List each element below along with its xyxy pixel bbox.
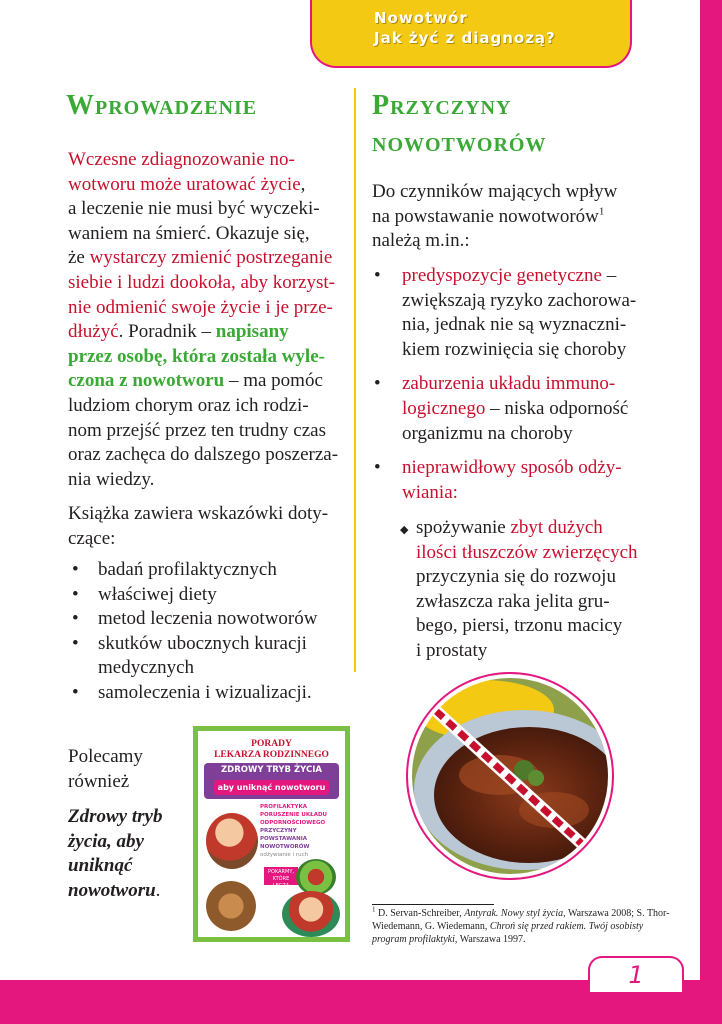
heading-introduction: Wprowadzenie [66, 90, 258, 121]
text-line [416, 541, 672, 566]
text-segment: spożywanie [416, 517, 511, 538]
text-line [68, 197, 353, 222]
cause-item [372, 456, 672, 505]
book-photo-spices [206, 881, 256, 931]
book-cover[interactable] [193, 726, 350, 942]
text-segment: – [601, 265, 617, 286]
footnote-rule [372, 904, 494, 905]
text-line [416, 639, 672, 664]
footnote-ref: 1 [598, 205, 605, 218]
recommend-text [68, 745, 188, 794]
text-line [68, 830, 188, 855]
cause-item [372, 372, 672, 446]
text-segment: logicznego [402, 397, 486, 419]
causes-list [372, 264, 672, 515]
text-segment: napisany [215, 321, 289, 343]
footnote-part: , Warszawa 2008; S. Thor-Wiedemann, G. Wiedemann, [372, 908, 670, 932]
book-photo-vegetables [296, 859, 336, 895]
text-line [402, 313, 672, 338]
text-line [68, 246, 353, 271]
text-line [68, 805, 188, 830]
text-line [68, 296, 353, 321]
text-segment: a leczenie nie musi być wyczeki- [68, 198, 320, 220]
text-line [416, 614, 672, 639]
text-segment: kiem rozwinięcia się choroby [402, 338, 627, 360]
text-line [402, 397, 672, 422]
footnote-part: D. Servan-Schreiber, [378, 908, 465, 919]
text-line [402, 422, 672, 447]
text-line [402, 338, 672, 363]
topics-list [68, 558, 353, 706]
text-segment: wystarczy zmienić postrzeganie [89, 247, 333, 269]
book-tag: PORUSZENIE UKŁADU ODPORNOŚCIOWEGO [260, 812, 327, 826]
list-item: • metod leczenia nowotworów [68, 607, 353, 632]
book-title-line-1: ZDROWY TRYB ŻYCIA [221, 765, 322, 775]
text-line [416, 516, 672, 541]
text-segment: wiania: [402, 481, 458, 503]
book-intro-text [68, 502, 353, 551]
text-line [68, 394, 353, 419]
text-segment: oraz zachęca do dalszego poszerza- [68, 444, 339, 466]
text-line: Polecamy [68, 746, 143, 767]
text-segment: , [300, 173, 306, 195]
book-photo-exercise [282, 891, 340, 937]
text-line [68, 468, 353, 493]
text-segment: przyczynia się do rozwoju [416, 566, 616, 588]
text-segment: zaburzenia układu immuno- [402, 373, 616, 395]
text-segment: przez osobę, która została wyle- [68, 345, 325, 367]
list-item: • skutków ubocznych kuracji medycznych [68, 632, 353, 681]
book-title-text: nowotworu [68, 879, 156, 901]
text-line [416, 590, 672, 615]
book-series-line-1: PORADY [251, 739, 292, 749]
page-number: 1 [588, 956, 684, 992]
right-edge-bar [700, 0, 722, 1024]
list-item: • badań profilaktycznych [68, 558, 353, 583]
chapter-header [310, 0, 632, 68]
footnote [372, 907, 672, 946]
book-tag: PROFILAKTYKA [260, 804, 308, 810]
text-segment: zwiększają ryzyko zachorowa- [402, 289, 637, 311]
text-segment: i prostaty [416, 639, 488, 661]
text-segment: nom przejść przez ten trudny czas [68, 419, 326, 441]
cause-item [372, 264, 672, 362]
text-line [68, 320, 353, 345]
text-line [68, 419, 353, 444]
book-photo-woman [206, 813, 258, 869]
book-title-text: Zdrowy tryb [68, 806, 163, 827]
causes-intro-line: należą m.in.: [372, 230, 470, 252]
causes-intro-line [372, 205, 672, 230]
book-small-text: odżywianie i ruch [260, 852, 309, 858]
intro-paragraph [68, 148, 353, 492]
footnote-part: Antyrak. Nowy styl życia [464, 908, 564, 919]
text-segment: nia, jednak nie są wyznaczni- [402, 314, 627, 336]
text-segment: zwłaszcza raka jelita gru- [416, 590, 610, 612]
text-line [402, 264, 672, 289]
text-segment: nie odmienić swoje życie i je prze- [68, 296, 333, 318]
causes-intro-line: Do czynników mających wpływ [372, 181, 618, 202]
heading-causes-line-2: nowotworów [372, 127, 547, 158]
book-title-end: . [155, 879, 161, 901]
text-segment: – ma pomóc [224, 370, 323, 392]
list-item: • samoleczenia i wizualizacji. [68, 681, 353, 706]
column-divider [354, 88, 356, 672]
list-item: • właściwej diety [68, 583, 353, 608]
text-segment: dłużyć [68, 321, 119, 343]
text-segment: organizmu na choroby [402, 422, 573, 444]
text-segment: ludziom chorym oraz ich rodzi- [68, 394, 309, 416]
footnote-number: 1 [372, 905, 376, 914]
heading-causes-line-1: Przyczyny [372, 90, 512, 121]
text-line [68, 854, 188, 879]
text-line [402, 456, 672, 481]
text-segment: – niska odporność [485, 397, 629, 419]
causes-intro [372, 180, 672, 254]
text-line [68, 148, 353, 173]
text-line [402, 372, 672, 397]
text-line [402, 481, 672, 506]
text-line [68, 173, 353, 198]
text-line [68, 443, 353, 468]
book-title-line-2: aby uniknąć nowotworu [214, 780, 329, 795]
fatty-meat-crossed-image [404, 670, 616, 882]
book-badge: POKARMY, KTÓRE LECZĄ [264, 867, 298, 885]
text-line [68, 369, 353, 394]
text-line [402, 289, 672, 314]
text-segment: Wczesne zdiagnozowanie no- [68, 149, 295, 170]
text-segment: wotworu może uratować życie [68, 173, 301, 195]
text-segment: zbyt dużych [510, 517, 603, 538]
causes-intro-text: na powstawanie nowotworów [372, 205, 599, 227]
text-segment: nieprawidłowy sposób odży- [402, 457, 622, 479]
sub-list-item [400, 516, 672, 664]
text-segment: nia wiedzy. [68, 468, 155, 490]
recommended-book-title [68, 805, 188, 903]
text-line: czące: [68, 527, 116, 549]
diet-subitem [372, 516, 672, 664]
text-line [68, 879, 188, 904]
text-line [68, 222, 353, 247]
book-tag: PRZYCZYNY POWSTAWANIA NOWOTWORÓW [260, 828, 310, 850]
book-series [198, 739, 345, 761]
book-title-text: uniknąć [68, 855, 133, 877]
text-line [68, 271, 353, 296]
header-line-1: Nowotwór [374, 9, 468, 27]
book-series-line-2: LEKARZA RODZINNEGO [214, 750, 329, 760]
text-segment: czona z nowotworu [68, 370, 225, 392]
text-segment: że [68, 247, 90, 269]
book-tags [260, 803, 344, 859]
book-title-text: życia, aby [68, 830, 144, 852]
text-segment: ilości tłuszczów zwierzęcych [416, 541, 638, 563]
text-segment: siebie i ludzi dookoła, aby korzyst- [68, 271, 335, 293]
heading-causes [372, 90, 546, 159]
text-line: Książka zawiera wskazówki doty- [68, 503, 329, 524]
text-segment: waniem na śmierć. Okazuje się, [68, 222, 310, 244]
text-segment: predyspozycje genetyczne [402, 265, 602, 286]
text-segment: bego, piersi, trzonu macicy [416, 615, 623, 637]
footnote-part: Chroń się przed rakiem. Twój osobisty program profilaktyki [372, 921, 644, 945]
footnote-part: , Warszawa 1997. [454, 934, 526, 945]
text-line [68, 345, 353, 370]
header-line-2: Jak żyć z diagnozą? [374, 29, 556, 47]
text-segment: . Poradnik – [118, 321, 216, 343]
text-line [416, 565, 672, 590]
text-line: również [68, 770, 130, 792]
